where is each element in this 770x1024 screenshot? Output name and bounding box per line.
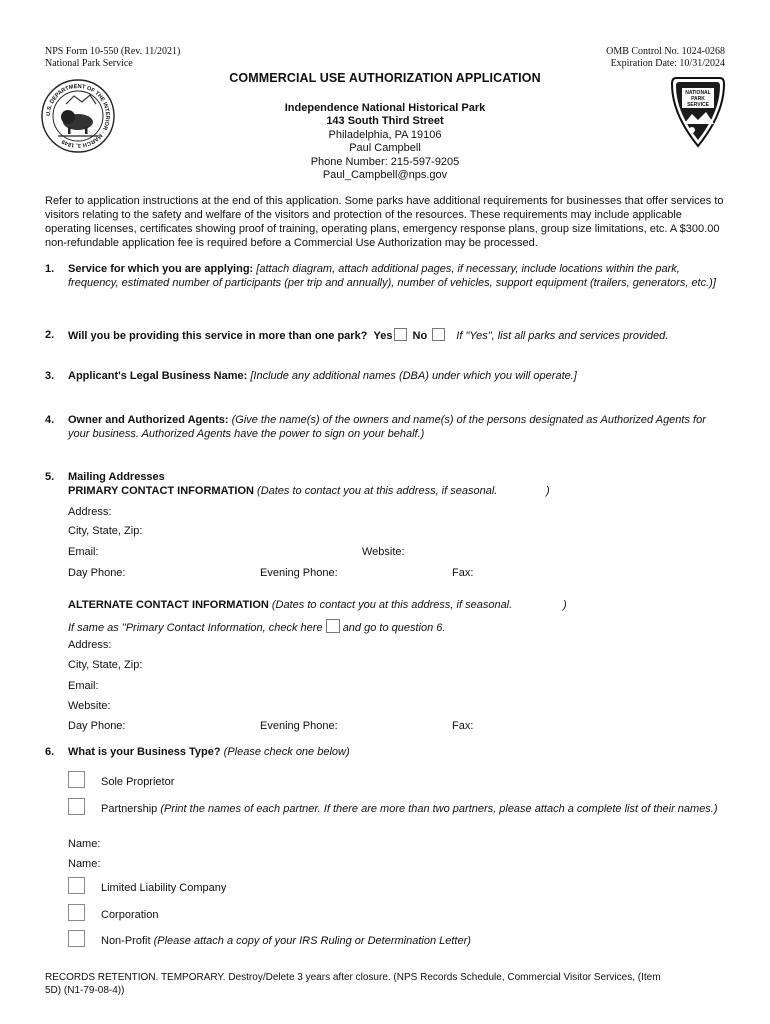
question-6 — [68, 745, 350, 759]
svg-text:U.S. DEPARTMENT OF THE INTERIO: U.S. DEPARTMENT OF THE INTERIOR · MARCH 3, 1849 — [45, 83, 111, 149]
expiration-date: Expiration Date: 10/31/2024 — [610, 58, 725, 69]
svg-text:SERVICE: SERVICE — [687, 102, 709, 108]
contact-email[interactable]: Paul_Campbell@nps.gov — [322, 169, 448, 181]
question-2 — [68, 328, 728, 343]
corporation-label: Corporation — [101, 909, 159, 921]
agency-name: National Park Service — [45, 58, 133, 69]
primary-contact-hint: (Dates to contact you at this address, if seasonal. — [257, 485, 498, 497]
corporation-checkbox[interactable] — [68, 904, 85, 921]
primary-contact-heading — [68, 484, 497, 498]
question-2-hint: If "Yes", list all parks and services provided. — [456, 330, 669, 342]
page-title: COMMERCIAL USE AUTHORIZATION APPLICATION — [229, 71, 541, 85]
question-1 — [68, 262, 718, 290]
same-as-primary-checkbox[interactable] — [326, 619, 340, 633]
question-4 — [68, 413, 723, 441]
question-2-number: 2. — [45, 329, 55, 341]
question-4-hint: (Give the name(s) of the owners and name(s) of the persons designated as Authorized Agents for your business. Authorized Agents have the power to sign on your behalf.) — [68, 414, 706, 440]
sole-proprietor-checkbox[interactable] — [68, 771, 85, 788]
partner-name-2-label: Name: — [68, 858, 101, 870]
partnership-checkbox[interactable] — [68, 798, 85, 815]
alternate-fax-label: Fax: — [452, 720, 474, 732]
primary-close-paren: ) — [546, 485, 550, 497]
question-3 — [68, 369, 728, 383]
question-3-hint: [Include any additional names (DBA) under which you will operate.] — [250, 370, 577, 382]
omb-control-number: OMB Control No. 1024-0268 — [606, 46, 725, 57]
question-4-number: 4. — [45, 414, 55, 426]
question-6-label: What is your Business Type? — [68, 746, 221, 758]
partnership-hint: (Print the names of each partner. If there are more than two partners, please attach a complete list of their names.) — [160, 803, 718, 815]
question-3-label: Applicant's Legal Business Name: — [68, 370, 248, 382]
primary-day-phone-label: Day Phone: — [68, 567, 126, 579]
question-1-number: 1. — [45, 263, 55, 275]
records-retention-footer: RECORDS RETENTION. TEMPORARY. Destroy/Delete 3 years after closure. (NPS Records Schedule, Commercial Visitor Services, (Item 5D) (N1-79-08-4)) — [45, 972, 661, 996]
same-as-text-2: and go to question 6. — [342, 622, 446, 634]
contact-name: Paul Campbell — [349, 142, 421, 154]
alternate-city-label: City, State, Zip: — [68, 659, 143, 671]
park-name: Independence National Historical Park — [284, 102, 486, 114]
form-number: NPS Form 10-550 (Rev. 11/2021) — [45, 46, 181, 57]
question-1-label: Service for which you are applying: — [68, 263, 254, 275]
nonprofit-hint: (Please attach a copy of your IRS Ruling or Determination Letter) — [153, 935, 471, 947]
nonprofit-checkbox[interactable] — [68, 930, 85, 947]
question-4-label: Owner and Authorized Agents: — [68, 414, 229, 426]
alternate-day-phone-label: Day Phone: — [68, 720, 126, 732]
alternate-website-label: Website: — [68, 700, 111, 712]
llc-label: Limited Liability Company — [101, 882, 227, 894]
no-label: No — [412, 330, 428, 342]
alternate-contact-heading — [68, 598, 512, 612]
partnership-label: Partnership — [101, 803, 158, 815]
alternate-address-label: Address: — [68, 639, 112, 651]
intro-paragraph: Refer to application instructions at the end of this application. Some parks have additional requirements for businesses that offer services to visitors relating to the safety and welfare of the visitors and protection of the resources. These requirements may include applicable operating licenses, certificates showing proof of training, operating plans, emergency response plans, group size limitations, etc. A $300.00 non-refundable application fee is required before a Commercial Use Authorization may be processed. — [45, 195, 724, 249]
yes-label: Yes — [373, 330, 393, 342]
svg-text:PARK: PARK — [691, 96, 705, 102]
primary-website-label: Website: — [362, 546, 405, 558]
same-as-text: If same as "Primary Contact Information, check here — [68, 622, 323, 634]
park-city: Philadelphia, PA 19106 — [328, 129, 442, 141]
alternate-email-label: Email: — [68, 680, 99, 692]
primary-city-label: City, State, Zip: — [68, 525, 143, 537]
primary-email-label: Email: — [68, 546, 99, 558]
question-6-number: 6. — [45, 746, 55, 758]
contact-phone: Phone Number: 215-597-9205 — [310, 156, 460, 168]
partner-name-1-label: Name: — [68, 838, 101, 850]
sole-proprietor-label: Sole Proprietor — [101, 776, 175, 788]
nonprofit-label: Non-Profit — [101, 935, 151, 947]
svg-text:NATIONAL: NATIONAL — [685, 90, 711, 96]
question-2-label: Will you be providing this service in more than one park? — [68, 330, 368, 342]
primary-address-label: Address: — [68, 506, 112, 518]
same-as-primary — [68, 619, 445, 635]
primary-evening-phone-label: Evening Phone: — [260, 567, 338, 579]
question-1-hint: [attach diagram, attach additional pages, if necessary, include locations within the park, frequency, estimated number of participants (per trip and annually), number of vehicles, support equipment (trailers, generators, etc.)] — [68, 263, 716, 289]
alternate-close-paren: ) — [563, 599, 567, 611]
alternate-contact-label: ALTERNATE CONTACT INFORMATION — [68, 599, 269, 611]
primary-fax-label: Fax: — [452, 567, 474, 579]
llc-checkbox[interactable] — [68, 877, 85, 894]
alternate-contact-hint: (Dates to contact you at this address, if seasonal. — [271, 599, 513, 611]
partnership-option — [101, 802, 721, 816]
no-checkbox[interactable] — [432, 328, 445, 341]
question-3-number: 3. — [45, 370, 55, 382]
yes-checkbox[interactable] — [394, 328, 407, 341]
nonprofit-option — [101, 934, 471, 948]
question-5-number: 5. — [45, 471, 55, 483]
question-6-hint: (Please check one below) — [223, 746, 350, 758]
primary-contact-label: PRIMARY CONTACT INFORMATION — [68, 485, 254, 497]
park-street: 143 South Third Street — [326, 115, 444, 127]
question-5-label: Mailing Addresses — [68, 471, 165, 483]
alternate-evening-phone-label: Evening Phone: — [260, 720, 338, 732]
